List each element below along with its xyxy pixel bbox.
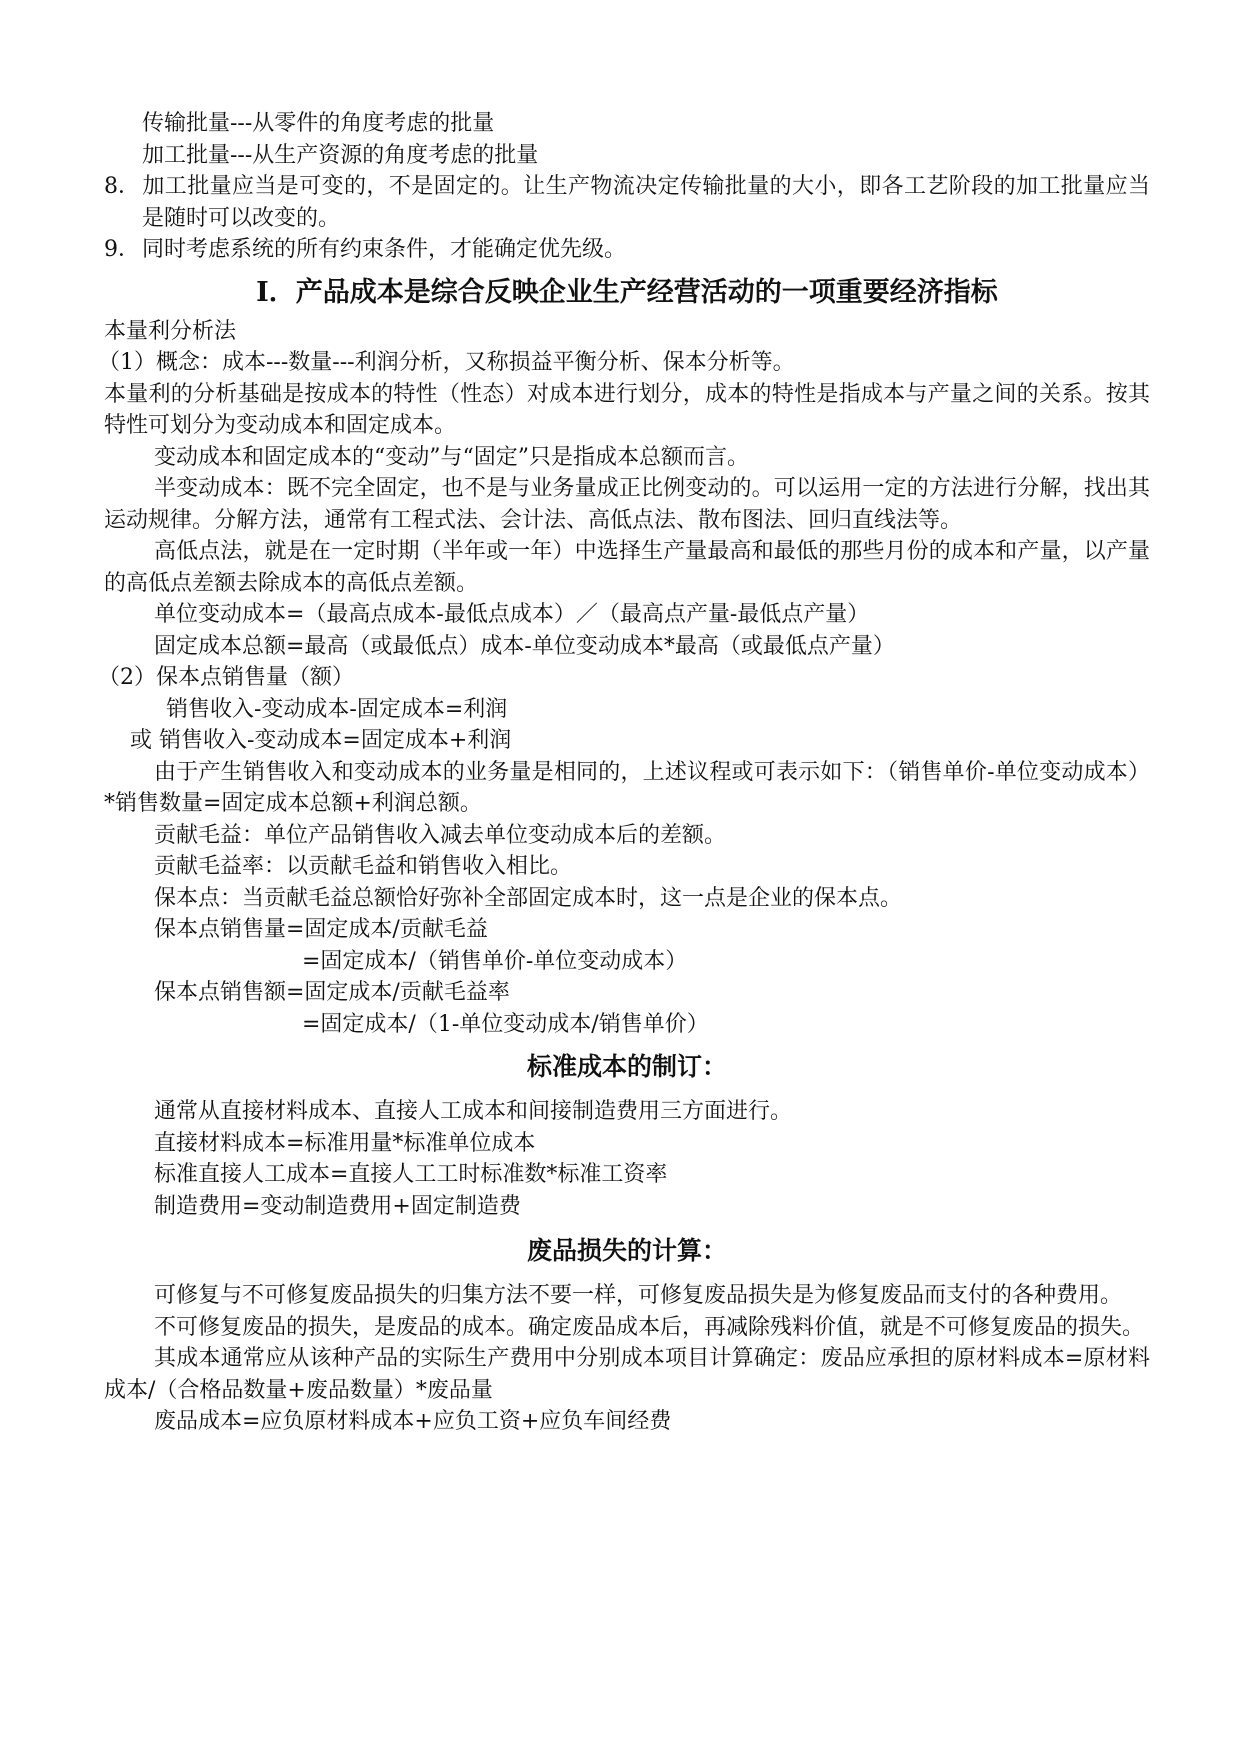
paragraph: 不可修复废品的损失，是废品的成本。确定废品成本后，再减除残料价值，就是不可修复废品的损失。: [154, 1314, 1145, 1340]
formula-line: 保本点销售额=固定成本/贡献毛益率: [154, 980, 510, 1005]
paragraph: 本量利分析法: [104, 318, 237, 344]
formula-line: 直接材料成本=标准用量*标准单位成本: [154, 1130, 536, 1156]
paragraph: 变动成本和固定成本的“变动”与“固定”只是指成本总额而言。: [154, 444, 749, 470]
paragraph: （2）保本点销售量（额）: [98, 665, 354, 690]
section-heading: I．产品成本是综合反映企业生产经营活动的一项重要经济指标: [256, 276, 998, 308]
formula-line: 废品成本=应负原材料成本+应负工资+应负车间经费: [154, 1409, 672, 1434]
section-heading: 废品损失的计算：: [526, 1236, 727, 1265]
formula-line: 固定成本总额=最高（或最低点）成本-单位变动成本*最高（或最低点产量）: [154, 633, 895, 659]
document-body: [98, 108, 1150, 1438]
paragraph: （1）概念：成本---数量---利润分析，又称损益平衡分析、保本分析等。: [98, 350, 795, 375]
section-heading: 标准成本的制订：: [526, 1052, 727, 1081]
text-line: 加工批量---从生产资源的角度考虑的批量: [142, 142, 539, 168]
formula-line: 制造费用=变动制造费用+固定制造费: [154, 1193, 521, 1219]
formula-line: 单位变动成本=（最高点成本-最低点成本）／（最高点产量-最低点产量）: [154, 602, 870, 627]
list-text: 同时考虑系统的所有约束条件，才能确定优先级。: [142, 237, 627, 262]
formula-line: 标准直接人工成本=直接人工工时标准数*标准工资率: [154, 1162, 668, 1187]
paragraph: 由于产生销售收入和变动成本的业务量是相同的，上述议程或可表示如下：（销售单价-单位变动成本）*销售数量=固定成本总额+利润总额。: [104, 759, 1150, 816]
paragraph: 贡献毛益率：以贡献毛益和销售收入相比。: [154, 854, 573, 879]
text-line: 传输批量---从零件的角度考虑的批量: [142, 111, 495, 136]
formula-line: 销售收入-变动成本-固定成本=利润: [166, 696, 508, 722]
list-number: 9．: [104, 237, 140, 262]
paragraph: 半变动成本：既不完全固定，也不是与业务量成正比例变动的。可以运用一定的方法进行分解，找出其运动规律。分解方法，通常有工程式法、会计法、高低点法、散布图法、回归直线法等。: [104, 476, 1150, 533]
list-text: 加工批量应当是可变的，不是固定的。让生产物流决定传输批量的大小，即各工艺阶段的加工批量应当是随时可以改变的。: [142, 174, 1150, 231]
paragraph: 可修复与不可修复废品损失的归集方法不要一样，可修复废品损失是为修复废品而支付的各种费用。: [154, 1283, 1123, 1308]
list-item: [104, 171, 1150, 234]
formula-line: =固定成本/（1-单位变动成本/销售单价）: [302, 1011, 709, 1037]
paragraph: 高低点法，就是在一定时期（半年或一年）中选择生产量最高和最低的那些月份的成本和产量，以产量的高低点差额去除成本的高低点差额。: [104, 539, 1150, 596]
list-number: 8．: [104, 174, 140, 199]
formula-line: =固定成本/（销售单价-单位变动成本）: [302, 948, 688, 974]
paragraph: 贡献毛益：单位产品销售收入减去单位变动成本后的差额。: [154, 822, 727, 848]
paragraph: 保本点：当贡献毛益总额恰好弥补全部固定成本时，这一点是企业的保本点。: [154, 885, 903, 911]
list-item: [104, 234, 1150, 266]
paragraph: 其成本通常应从该种产品的实际生产费用中分别成本项目计算确定：废品应承担的原材料成本=原材料成本/（合格品数量+废品数量）*废品量: [104, 1346, 1150, 1403]
paragraph: 本量利的分析基础是按成本的特性（性态）对成本进行划分，成本的特性是指成本与产量之间的关系。按其特性可划分为变动成本和固定成本。: [104, 381, 1150, 438]
paragraph: 通常从直接材料成本、直接人工成本和间接制造费用三方面进行。: [154, 1099, 793, 1124]
formula-line: 或 销售收入-变动成本=固定成本+利润: [130, 728, 512, 753]
formula-line: 保本点销售量=固定成本/贡献毛益: [154, 917, 488, 942]
